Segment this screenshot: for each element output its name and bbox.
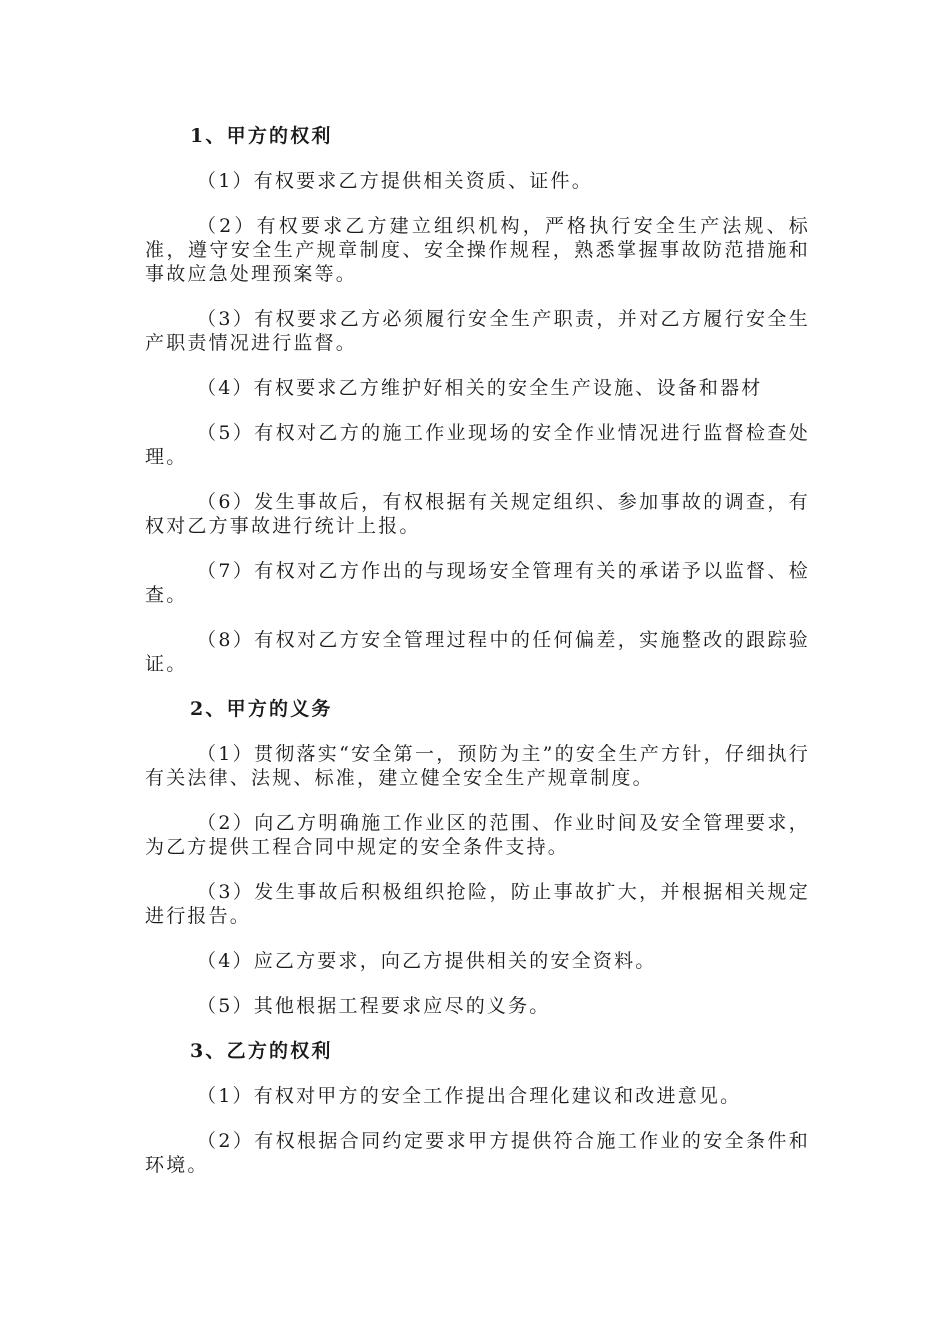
clause-paragraph: （2）有权要求乙方建立组织机构，严格执行安全生产法规、标准，遵守安全生产规章制度、安全操作规程，熟悉掌握事故防范措施和事故应急处理预案等。 — [145, 215, 810, 285]
clause-paragraph: （8）有权对乙方安全管理过程中的任何偏差，实施整改的跟踪验证。 — [145, 629, 810, 675]
document-body — [145, 124, 810, 1198]
clause-paragraph: （5）其他根据工程要求应尽的义务。 — [197, 995, 551, 1017]
clause-paragraph: （3）有权要求乙方必须履行安全生产职责，并对乙方履行安全生产职责情况进行监督。 — [145, 308, 810, 354]
clause-paragraph: （1）有权要求乙方提供相关资质、证件。 — [197, 170, 593, 192]
clause-paragraph: （6）发生事故后，有权根据有关规定组织、参加事故的调查，有权对乙方事故进行统计上报。 — [145, 491, 810, 537]
clause-paragraph: （2）向乙方明确施工作业区的范围、作业时间及安全管理要求，为乙方提供工程合同中规定的安全条件支持。 — [145, 812, 810, 858]
clause-paragraph: （2）有权根据合同约定要求甲方提供符合施工作业的安全条件和环境。 — [145, 1130, 810, 1176]
clause-paragraph: （7）有权对乙方作出的与现场安全管理有关的承诺予以监督、检查。 — [145, 560, 810, 606]
clause-paragraph: （1）有权对甲方的安全工作提出合理化建议和改进意见。 — [197, 1085, 742, 1107]
section-heading-party-b-rights: 3、乙方的权利 — [190, 1040, 333, 1062]
clause-paragraph: （4）应乙方要求，向乙方提供相关的安全资料。 — [197, 950, 657, 972]
clause-paragraph: （5）有权对乙方的施工作业现场的安全作业情况进行监督检查处理。 — [145, 422, 810, 468]
clause-paragraph: （1）贯彻落实“安全第一，预防为主”的安全生产方针，仔细执行有关法律、法规、标准，建立健全安全生产规章制度。 — [145, 743, 810, 789]
clause-paragraph: （3）发生事故后积极组织抢险，防止事故扩大，并根据相关规定进行报告。 — [145, 881, 810, 927]
clause-paragraph: （4）有权要求乙方维护好相关的安全生产设施、设备和器材 — [197, 377, 763, 399]
section-heading-party-a-rights: 1、甲方的权利 — [190, 125, 333, 147]
section-heading-party-a-obligations: 2、甲方的义务 — [190, 698, 333, 720]
